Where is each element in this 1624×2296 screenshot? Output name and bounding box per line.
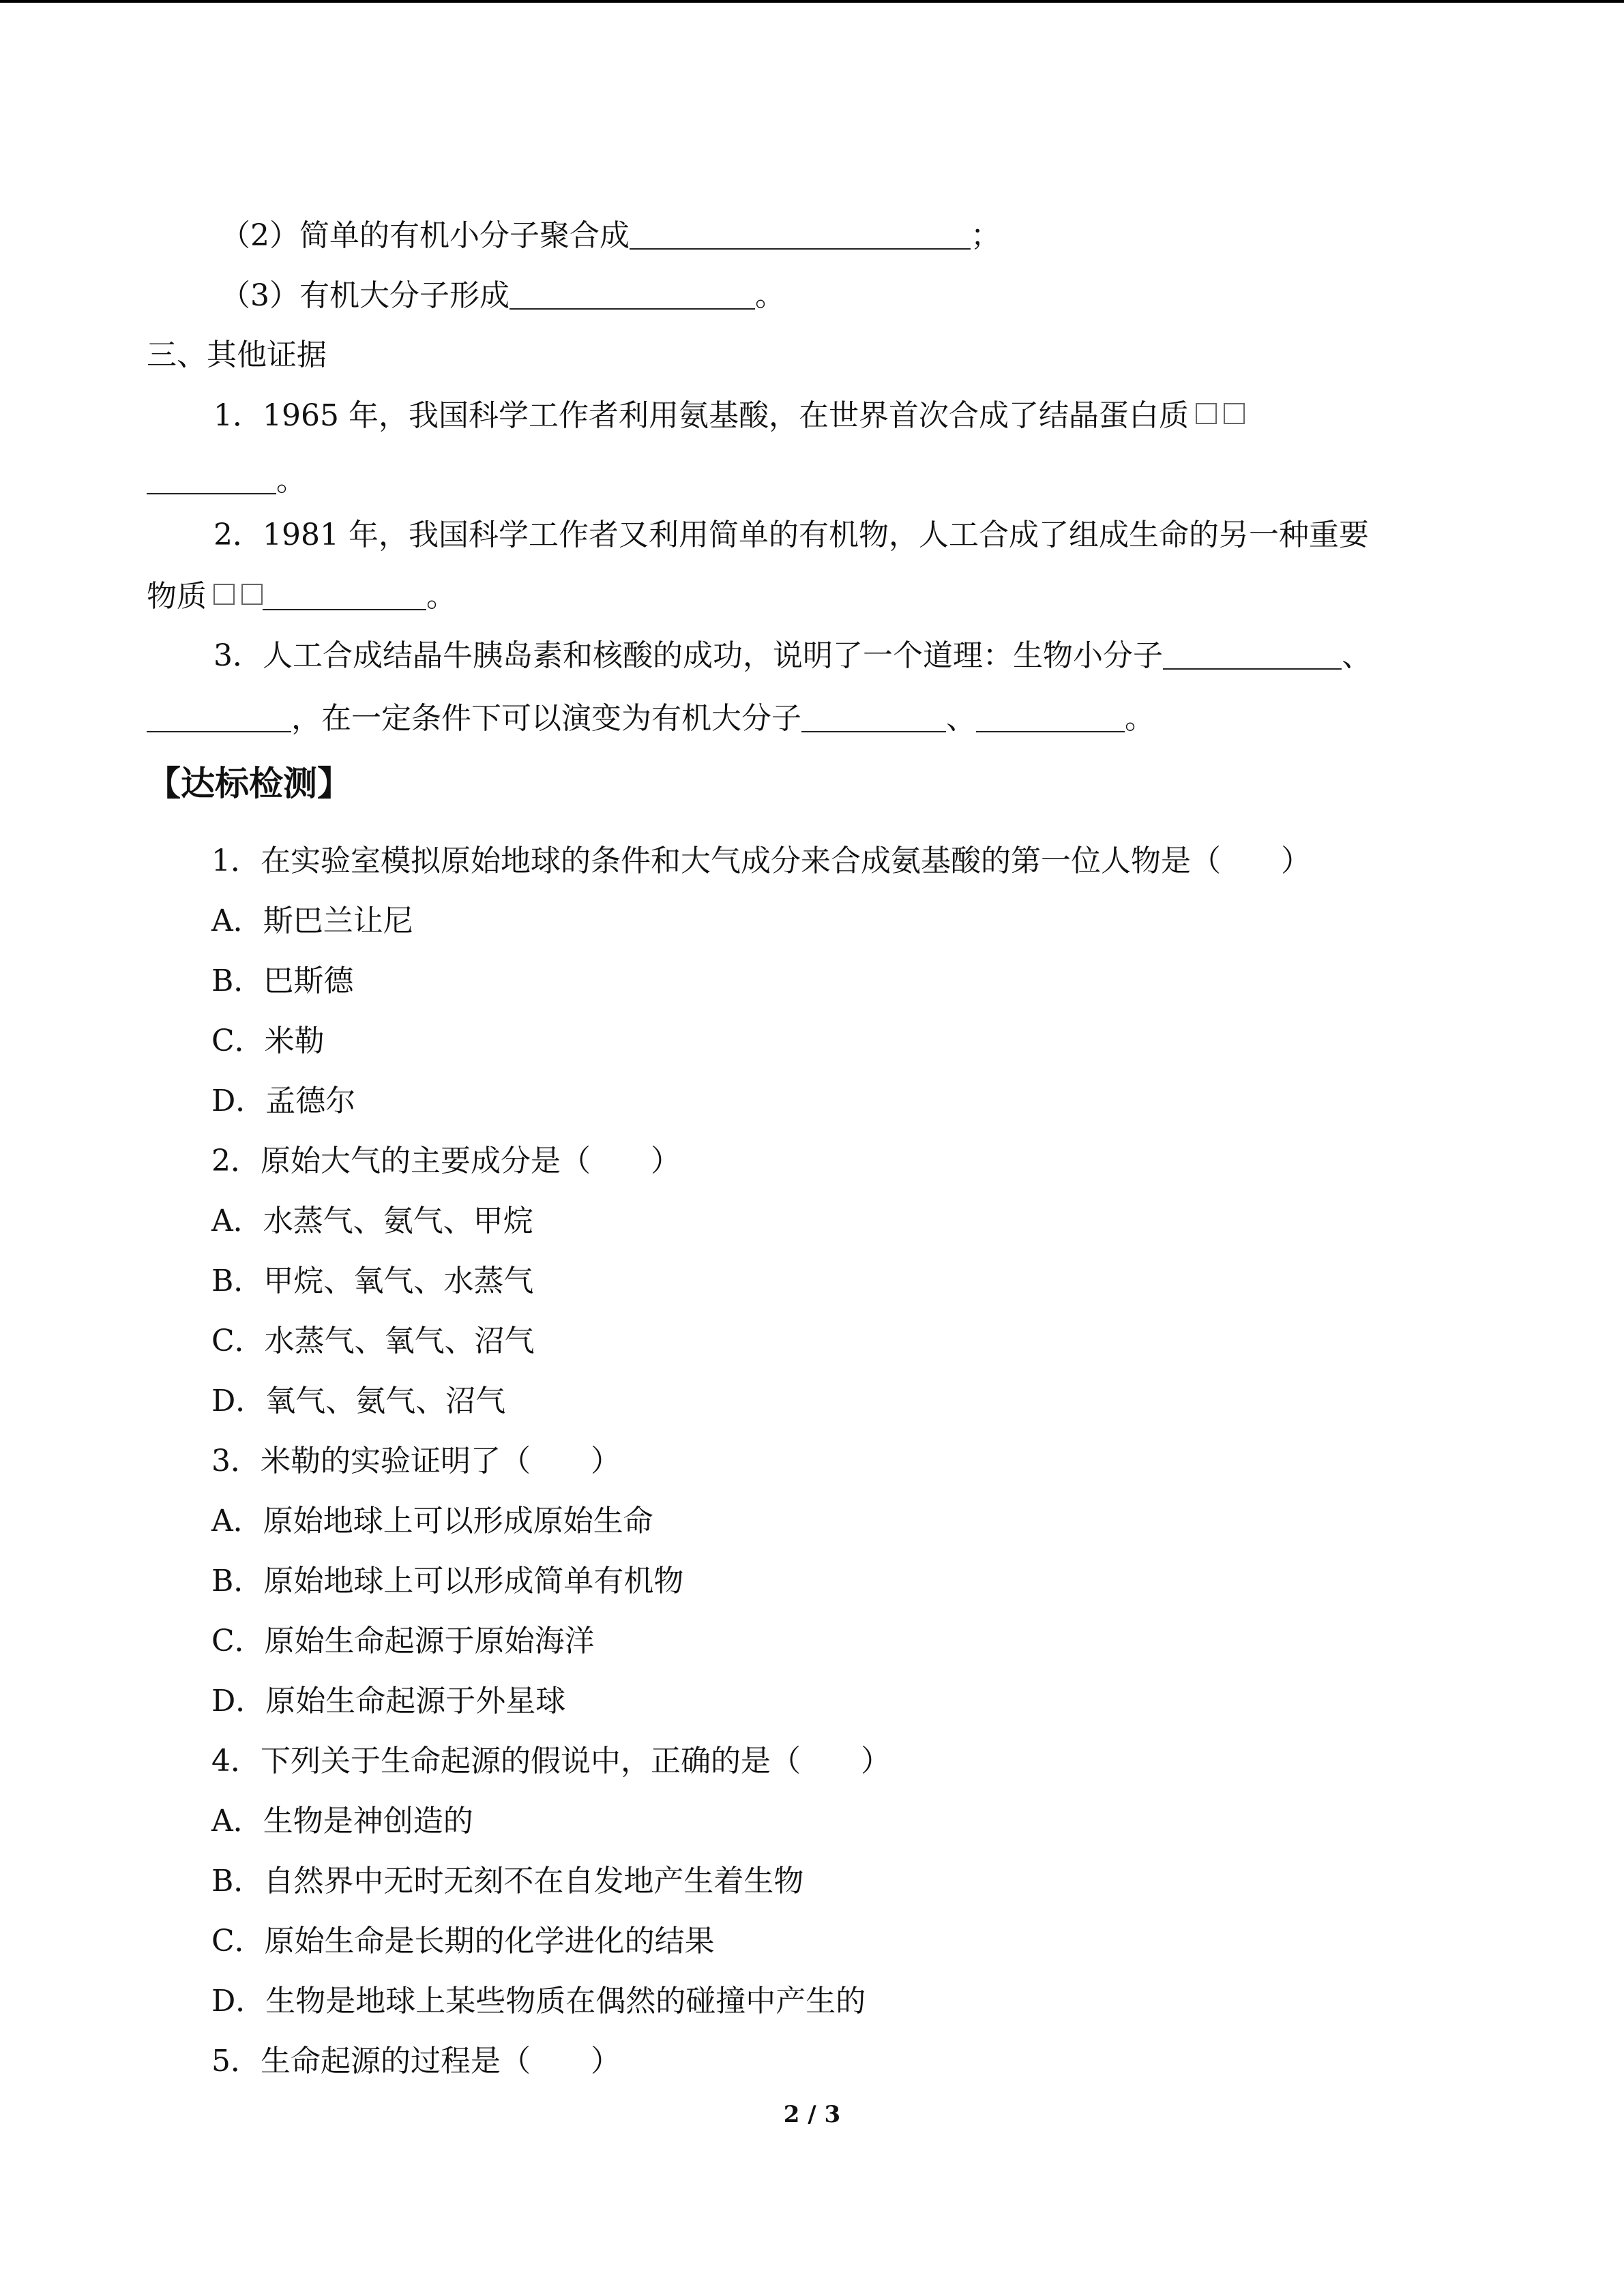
page-number: 2 / 3 [783,2101,841,2128]
page-top-border [0,0,1624,3]
missing-glyph-box [241,584,263,605]
missing-glyph-box [1224,403,1245,424]
evidence-2-text: 物质 [147,579,207,614]
process-item-3-text: （3）有机大分子形成 [220,278,510,313]
process-item-2-text: （2）简单的有机小分子聚合成 [220,218,630,253]
section-heading-quiz: 【达标检测】 [147,763,351,803]
punctuation: ； [971,218,1001,253]
answer-blank[interactable] [263,578,426,610]
section-heading-other-evidence: 三、其他证据 [147,338,327,372]
quiz-option: B．巴斯德 [211,964,354,998]
evidence-3-text: ，在一定条件下可以演变为有机大分子 [291,701,801,736]
quiz-option: A．水蒸气、氨气、甲烷 [211,1204,533,1238]
missing-glyph-box [1196,403,1217,424]
evidence-2: 2．1981 年，我国科学工作者又利用简单的有机物，人工合成了组成生命的另一种重要 [213,518,1369,552]
quiz-option: D．生物是地球上某些物质在偶然的碰撞中产生的 [211,1984,866,2018]
punctuation: 。 [426,579,456,614]
process-item-3 [220,275,785,316]
quiz-question: 5．生命起源的过程是（ ） [211,2044,621,2078]
answer-blank[interactable] [147,462,276,494]
quiz-question: 3．米勒的实验证明了（ ） [211,1444,621,1478]
process-item-2 [220,215,1001,256]
evidence-1-cont [147,460,306,501]
answer-blank[interactable] [630,217,971,250]
punctuation: 、 [1342,638,1372,673]
quiz-question: 1．在实验室模拟原始地球的条件和大气成分来合成氨基酸的第一位人物是（ ） [211,844,1311,878]
quiz-option: D．孟德尔 [211,1084,356,1118]
quiz-option: A．生物是神创造的 [211,1804,473,1838]
quiz-option: B．自然界中无时无刻不在自发地产生着生物 [211,1864,804,1898]
quiz-option: A．斯巴兰让尼 [211,904,413,938]
quiz-option: C．水蒸气、氧气、沼气 [211,1324,535,1358]
answer-blank[interactable] [801,700,946,732]
missing-glyph-box [213,584,235,605]
quiz-option: B．甲烷、氧气、水蒸气 [211,1264,534,1298]
evidence-1-text: 1．1965 年，我国科学工作者利用氨基酸，在世界首次合成了结晶蛋白质 [213,398,1189,433]
quiz-question: 2．原始大气的主要成分是（ ） [211,1144,681,1178]
quiz-question: 4．下列关于生命起源的假说中，正确的是（ ） [211,1744,891,1778]
answer-blank[interactable] [147,700,291,732]
quiz-option: A．原始地球上可以形成原始生命 [211,1504,653,1538]
answer-blank[interactable] [1163,637,1342,670]
quiz-option: B．原始地球上可以形成简单有机物 [211,1564,684,1598]
evidence-2-cont [147,576,456,617]
answer-blank[interactable] [976,700,1125,732]
punctuation: 。 [276,463,306,498]
evidence-3-text: 3．人工合成结晶牛胰岛素和核酸的成功，说明了一个道理：生物小分子 [213,638,1163,673]
punctuation: 。 [1125,701,1155,736]
evidence-3-cont [147,698,1155,739]
evidence-3 [213,636,1372,676]
evidence-1 [213,396,1245,436]
quiz-option: C．米勒 [211,1024,325,1058]
punctuation: 。 [755,278,785,313]
answer-blank[interactable] [510,277,755,310]
quiz-option: D．氧气、氨气、沼气 [211,1384,506,1418]
quiz-option: C．原始生命是长期的化学进化的结果 [211,1924,715,1958]
quiz-option: D．原始生命起源于外星球 [211,1684,566,1718]
quiz-option: C．原始生命起源于原始海洋 [211,1624,595,1658]
punctuation: 、 [946,701,976,736]
